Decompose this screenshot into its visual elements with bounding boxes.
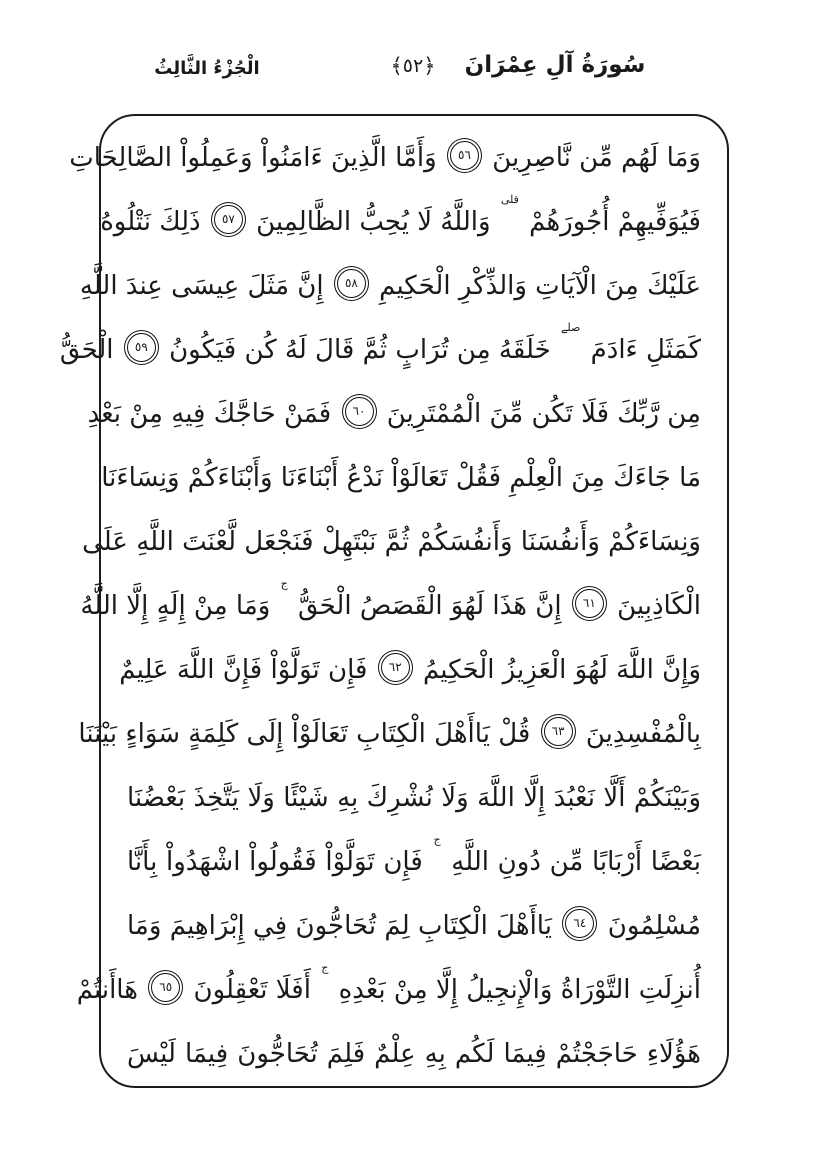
ayah-end-marker: ٥٨ xyxy=(337,269,366,298)
ayah-line xyxy=(59,318,701,382)
ayah-text: كَمَثَلِ ءَادَمَ xyxy=(590,335,701,365)
ayah-text: قُلْ يَاأَهْلَ الْكِتَابِ تَعَالَوْاْ إِلَى كَلِمَةٍ سَوَاءٍ بَيْنَنَا xyxy=(78,719,531,749)
surah-title: سُورَةُ آلِ عِمْرَانَ xyxy=(464,52,646,78)
ayah-text: فَإِن تَوَلَّوْاْ فَقُولُواْ اشْهَدُواْ بِأَنَّا xyxy=(127,847,423,877)
ayah-line xyxy=(87,382,701,446)
ayah-text: هَؤُلَاءِ حَاجَجْتُمْ فِيمَا لَكُم بِهِ عِلْمٌ فَلِمَ تُحَاجُّونَ فِيمَا لَيْسَ xyxy=(127,1039,701,1069)
ayah-text: وَاللَّهُ لَا يُحِبُّ الظَّالِمِينَ xyxy=(256,207,491,237)
ayah-text: وَإِنَّ اللَّهَ لَهُوَ الْعَزِيزُ الْحَكِيمُ xyxy=(422,655,701,685)
ayah-end-marker: ٦٣ xyxy=(544,717,573,746)
ayah-end-marker: ٦٥ xyxy=(151,973,180,1002)
ayah-text: يَاأَهْلَ الْكِتَابِ لِمَ تُحَاجُّونَ فِي إِبْرَاهِيمَ وَمَا xyxy=(127,911,552,941)
ayah-end-marker: ٦٤ xyxy=(565,909,594,938)
ayah-line xyxy=(127,1022,701,1086)
ayah-line xyxy=(76,958,701,1022)
ayah-text: عَلَيْكَ مِنَ الْآيَاتِ وَالذِّكْرِ الْحَكِيمِ xyxy=(379,271,701,301)
ayah-text: فَإِن تَوَلَّوْاْ فَإِنَّ اللَّهَ عَلِيمٌ xyxy=(119,655,368,685)
ayah-text: الْحَقُّ xyxy=(59,335,114,365)
waqf-pause-mark: ج xyxy=(280,577,288,590)
ayah-text: مَا جَاءَكَ مِنَ الْعِلْمِ فَقُلْ تَعَالَوْاْ نَدْعُ أَبْنَاءَنَا وَأَبْنَاءَكُمْ وَنِسَاءَنَا xyxy=(101,463,701,493)
ayah-text: بِالْمُفْسِدِينَ xyxy=(585,719,701,749)
ayah-text: وَنِسَاءَكُمْ وَأَنفُسَنَا وَأَنفُسَكُمْ ثُمَّ نَبْتَهِلْ فَنَجْعَل لَّعْنَتَ اللَّهِ عَلَى xyxy=(82,527,701,557)
ayah-line xyxy=(100,190,701,254)
ayah-text: وَمَا لَهُم مِّن نَّاصِرِينَ xyxy=(492,143,701,173)
ayah-end-marker: ٦٠ xyxy=(345,397,374,426)
ayah-text: الْكَاذِبِينَ xyxy=(617,591,701,621)
ayah-text: خَلَقَهُ مِن تُرَابٍ ثُمَّ قَالَ لَهُ كُن فَيَكُونُ xyxy=(169,335,551,365)
ayah-line xyxy=(82,510,701,574)
ayah-text: ذَلِكَ نَتْلُوهُ xyxy=(100,207,201,237)
ayah-line xyxy=(127,766,701,830)
text-frame xyxy=(59,114,729,1088)
ayah-end-marker: ٥٦ xyxy=(450,141,479,170)
ayah-lines xyxy=(59,126,702,1086)
waqf-pause-mark: قلى xyxy=(500,193,519,206)
ayah-text: مِن رَّبِّكَ فَلَا تَكُن مِّنَ الْمُمْتَرِينَ xyxy=(386,399,701,429)
ayah-text: وَأَمَّا الَّذِينَ ءَامَنُواْ وَعَمِلُواْ الصَّالِحَاتِ xyxy=(69,143,437,173)
ayah-text: وَبَيْنَكُمْ أَلَّا نَعْبُدَ إِلَّا اللَّهَ وَلَا نُشْرِكَ بِهِ شَيْئًا وَلَا يَتَّخِذَ بَعْضُنَا xyxy=(127,783,701,813)
ayah-line xyxy=(78,702,701,766)
ayah-line xyxy=(101,446,701,510)
ayah-text: أَفَلَا تَعْقِلُونَ xyxy=(193,975,311,1005)
ayah-text: فَيُوَفِّيهِمْ أُجُورَهُمْ xyxy=(529,207,701,237)
ayah-line xyxy=(127,830,701,894)
ayah-text: فَمَنْ حَاجَّكَ فِيهِ مِنْ بَعْدِ xyxy=(87,399,332,429)
ayah-text: إِنَّ مَثَلَ عِيسَى عِندَ اللَّهِ xyxy=(79,271,324,301)
ayah-end-marker: ٥٩ xyxy=(127,333,156,362)
ayah-line xyxy=(79,254,701,318)
page-number-ornament-open: ﴿ xyxy=(423,54,436,78)
ayah-text: هَاأَنتُمْ xyxy=(76,975,138,1005)
ayah-end-marker: ٦١ xyxy=(575,589,604,618)
ayah-line xyxy=(69,126,701,190)
ayah-end-marker: ٥٧ xyxy=(214,205,243,234)
ayah-line xyxy=(127,894,701,958)
page-number xyxy=(390,53,435,77)
ayah-text: وَمَا مِنْ إِلَهٍ إِلَّا اللَّهُ xyxy=(80,591,271,621)
ayah-line xyxy=(119,638,701,702)
ayah-text: بَعْضًا أَرْبَابًا مِّن دُونِ اللَّهِ xyxy=(451,847,702,877)
ayah-text: أُنزِلَتِ التَّوْرَاةُ وَالْإِنجِيلُ إِلَّا مِنْ بَعْدِهِ xyxy=(338,975,701,1005)
waqf-pause-mark: ج xyxy=(433,833,441,846)
waqf-pause-mark: صلے xyxy=(560,321,581,334)
juz-title: الْجُزْءُ الثَّالِثُ xyxy=(154,58,260,79)
waqf-pause-mark: ج xyxy=(321,961,329,974)
ayah-line xyxy=(80,574,701,638)
ayah-end-marker: ٦٢ xyxy=(381,653,410,682)
page-number-value: ٥٢ xyxy=(402,55,424,77)
page-number-ornament-close: ﴾ xyxy=(390,54,403,78)
ayah-text: إِنَّ هَذَا لَهُوَ الْقَصَصُ الْحَقُّ xyxy=(297,591,562,621)
ayah-text: مُسْلِمُونَ xyxy=(607,911,702,941)
